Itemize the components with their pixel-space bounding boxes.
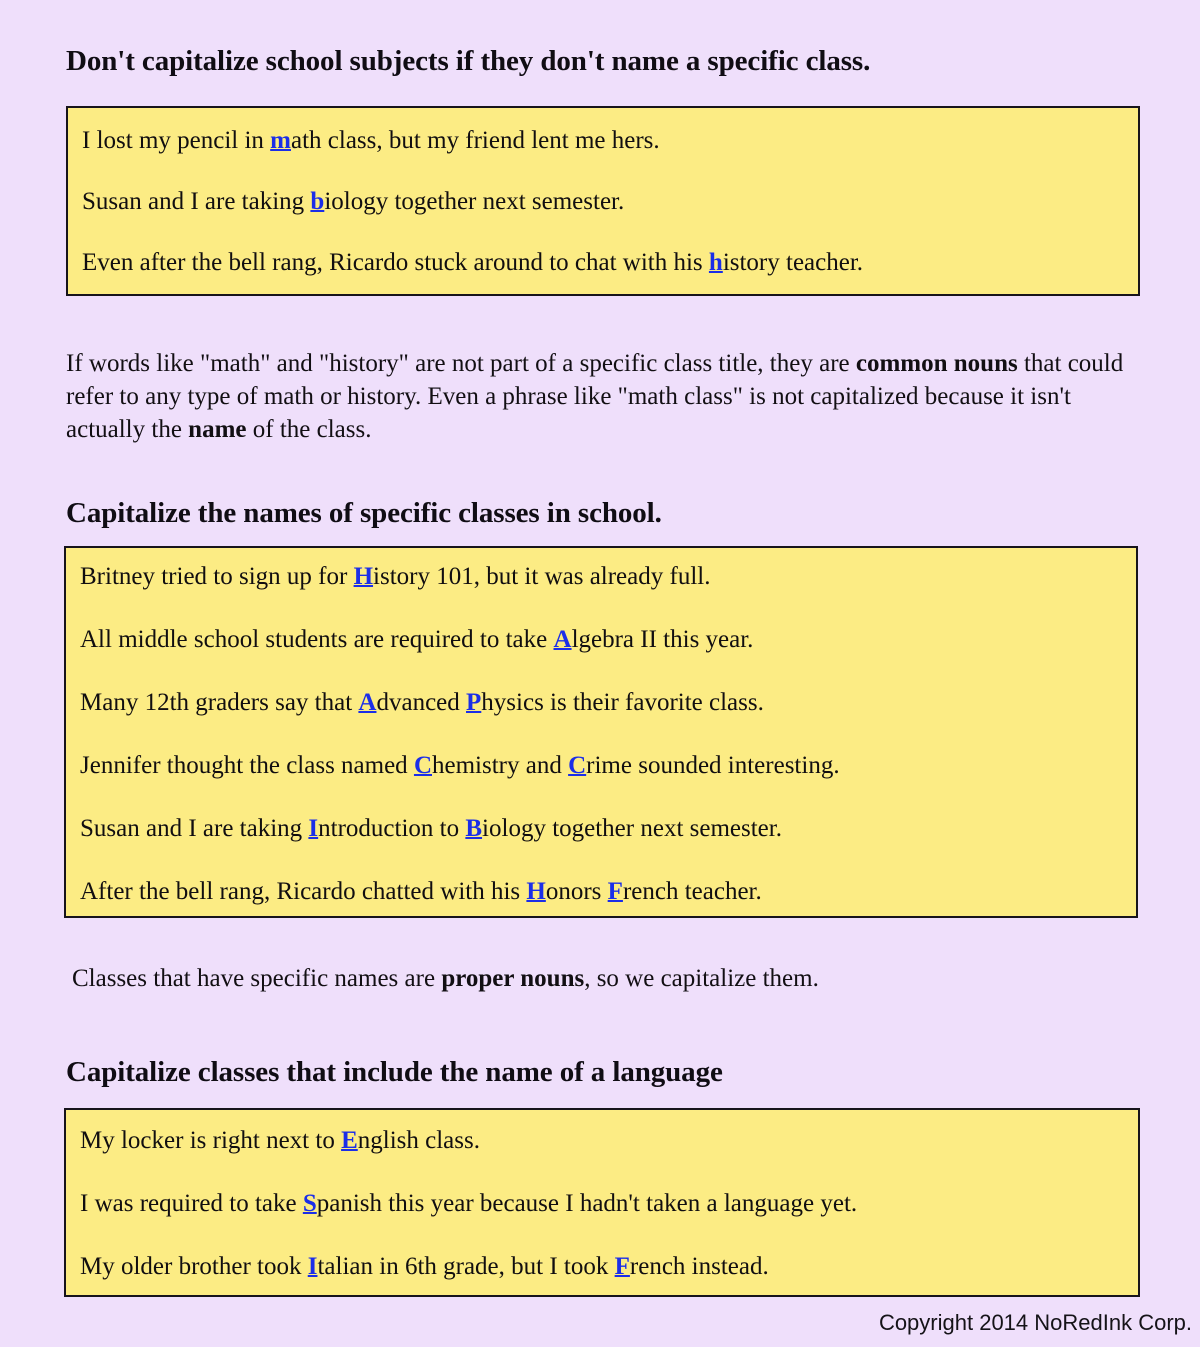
text-run: Classes that have specific names are <box>72 965 442 992</box>
text-run: Many 12th graders say that <box>80 689 359 716</box>
text-run: nglish class. <box>357 1127 480 1154</box>
text-run: hemistry and <box>432 752 569 779</box>
cue-letter: C <box>568 752 587 779</box>
cue-letter: H <box>526 878 546 905</box>
example-sentence <box>82 250 1124 275</box>
cue-letter: F <box>614 1253 630 1280</box>
text-run: iology together next semester. <box>482 815 782 842</box>
text-run: Susan and I are taking <box>80 815 309 842</box>
text-run: istory teacher. <box>722 249 864 276</box>
example-box-1 <box>66 106 1140 296</box>
cue-letter: E <box>341 1127 358 1154</box>
emphasized-term: common nouns <box>855 350 1018 377</box>
text-run: that could refer to any type of math or history. Even a phrase like "math class" is not capitalized because it isn't actually the <box>66 350 1124 443</box>
text-run: hysics is their favorite class. <box>481 689 764 716</box>
text-run: lgebra II this year. <box>571 626 754 653</box>
text-run: rime sounded interesting. <box>586 752 840 779</box>
section-heading-2: Capitalize the names of specific classes in school. <box>66 497 662 529</box>
cue-letter: A <box>358 689 377 716</box>
text-run: , so we capitalize them. <box>584 965 819 992</box>
cue-letter: b <box>310 188 325 215</box>
cue-letter: S <box>302 1190 317 1217</box>
cue-letter: P <box>466 689 482 716</box>
text-run: ath class, but my friend lent me hers. <box>291 127 660 154</box>
text-run: My older brother took <box>80 1253 308 1280</box>
text-run: talian in 6th grade, but I took <box>317 1253 615 1280</box>
cue-letter: A <box>553 626 572 653</box>
example-sentence <box>82 189 1124 214</box>
text-run: of the class. <box>246 415 372 443</box>
text-run: rench teacher. <box>622 878 762 905</box>
explanation-paragraph-1 <box>66 348 1126 446</box>
cue-letter: I <box>307 1253 318 1280</box>
example-box-2 <box>64 546 1138 918</box>
example-sentence <box>80 816 1122 841</box>
emphasized-term: name <box>188 415 247 443</box>
copyright-notice: Copyright 2014 NoRedInk Corp. <box>878 1310 1192 1335</box>
cue-letter: B <box>465 815 483 842</box>
text-run: ntroduction to <box>318 815 466 842</box>
cue-letter: H <box>353 563 374 590</box>
example-sentence <box>80 753 1122 778</box>
emphasized-term: proper nouns <box>441 965 585 992</box>
explanation-paragraph-2 <box>72 963 1132 996</box>
text-run: My locker is right next to <box>80 1127 342 1154</box>
text-run: I lost my pencil in <box>82 127 271 154</box>
text-run: panish this year because I hadn't taken a language yet. <box>316 1190 858 1217</box>
cue-letter: m <box>270 127 291 154</box>
example-box-3 <box>64 1108 1140 1297</box>
cue-letter: h <box>708 249 723 276</box>
cue-letter: I <box>308 815 319 842</box>
section-heading-3: Capitalize classes that include the name of a language <box>66 1056 723 1088</box>
text-run: onors <box>545 878 608 905</box>
cue-letter: F <box>607 878 623 905</box>
text-run: rench instead. <box>629 1253 769 1280</box>
text-run: dvanced <box>376 689 467 716</box>
text-run: After the bell rang, Ricardo chatted with his <box>80 878 527 905</box>
section-heading-1: Don't capitalize school subjects if they don't name a specific class. <box>66 45 871 77</box>
example-sentence <box>80 1254 1124 1279</box>
example-sentence <box>80 564 1122 589</box>
text-run: Jennifer thought the class named <box>80 752 414 779</box>
text-run: All middle school students are required to take <box>80 626 554 653</box>
text-run: Even after the bell rang, Ricardo stuck around to chat with his <box>82 249 709 276</box>
text-run: iology together next semester. <box>324 188 625 215</box>
example-sentence <box>80 627 1122 652</box>
example-sentence <box>80 690 1122 715</box>
cue-letter: C <box>413 752 432 779</box>
text-run: Susan and I are taking <box>82 188 311 215</box>
text-run: istory 101, but it was already full. <box>373 563 711 590</box>
example-sentence <box>80 879 1122 904</box>
example-sentence <box>82 128 1124 153</box>
text-run: If words like "math" and "history" are not part of a specific class title, they are <box>66 350 856 377</box>
text-run: Britney tried to sign up for <box>80 563 354 590</box>
text-run: I was required to take <box>80 1190 303 1217</box>
example-sentence <box>80 1128 1124 1153</box>
example-sentence <box>80 1191 1124 1216</box>
